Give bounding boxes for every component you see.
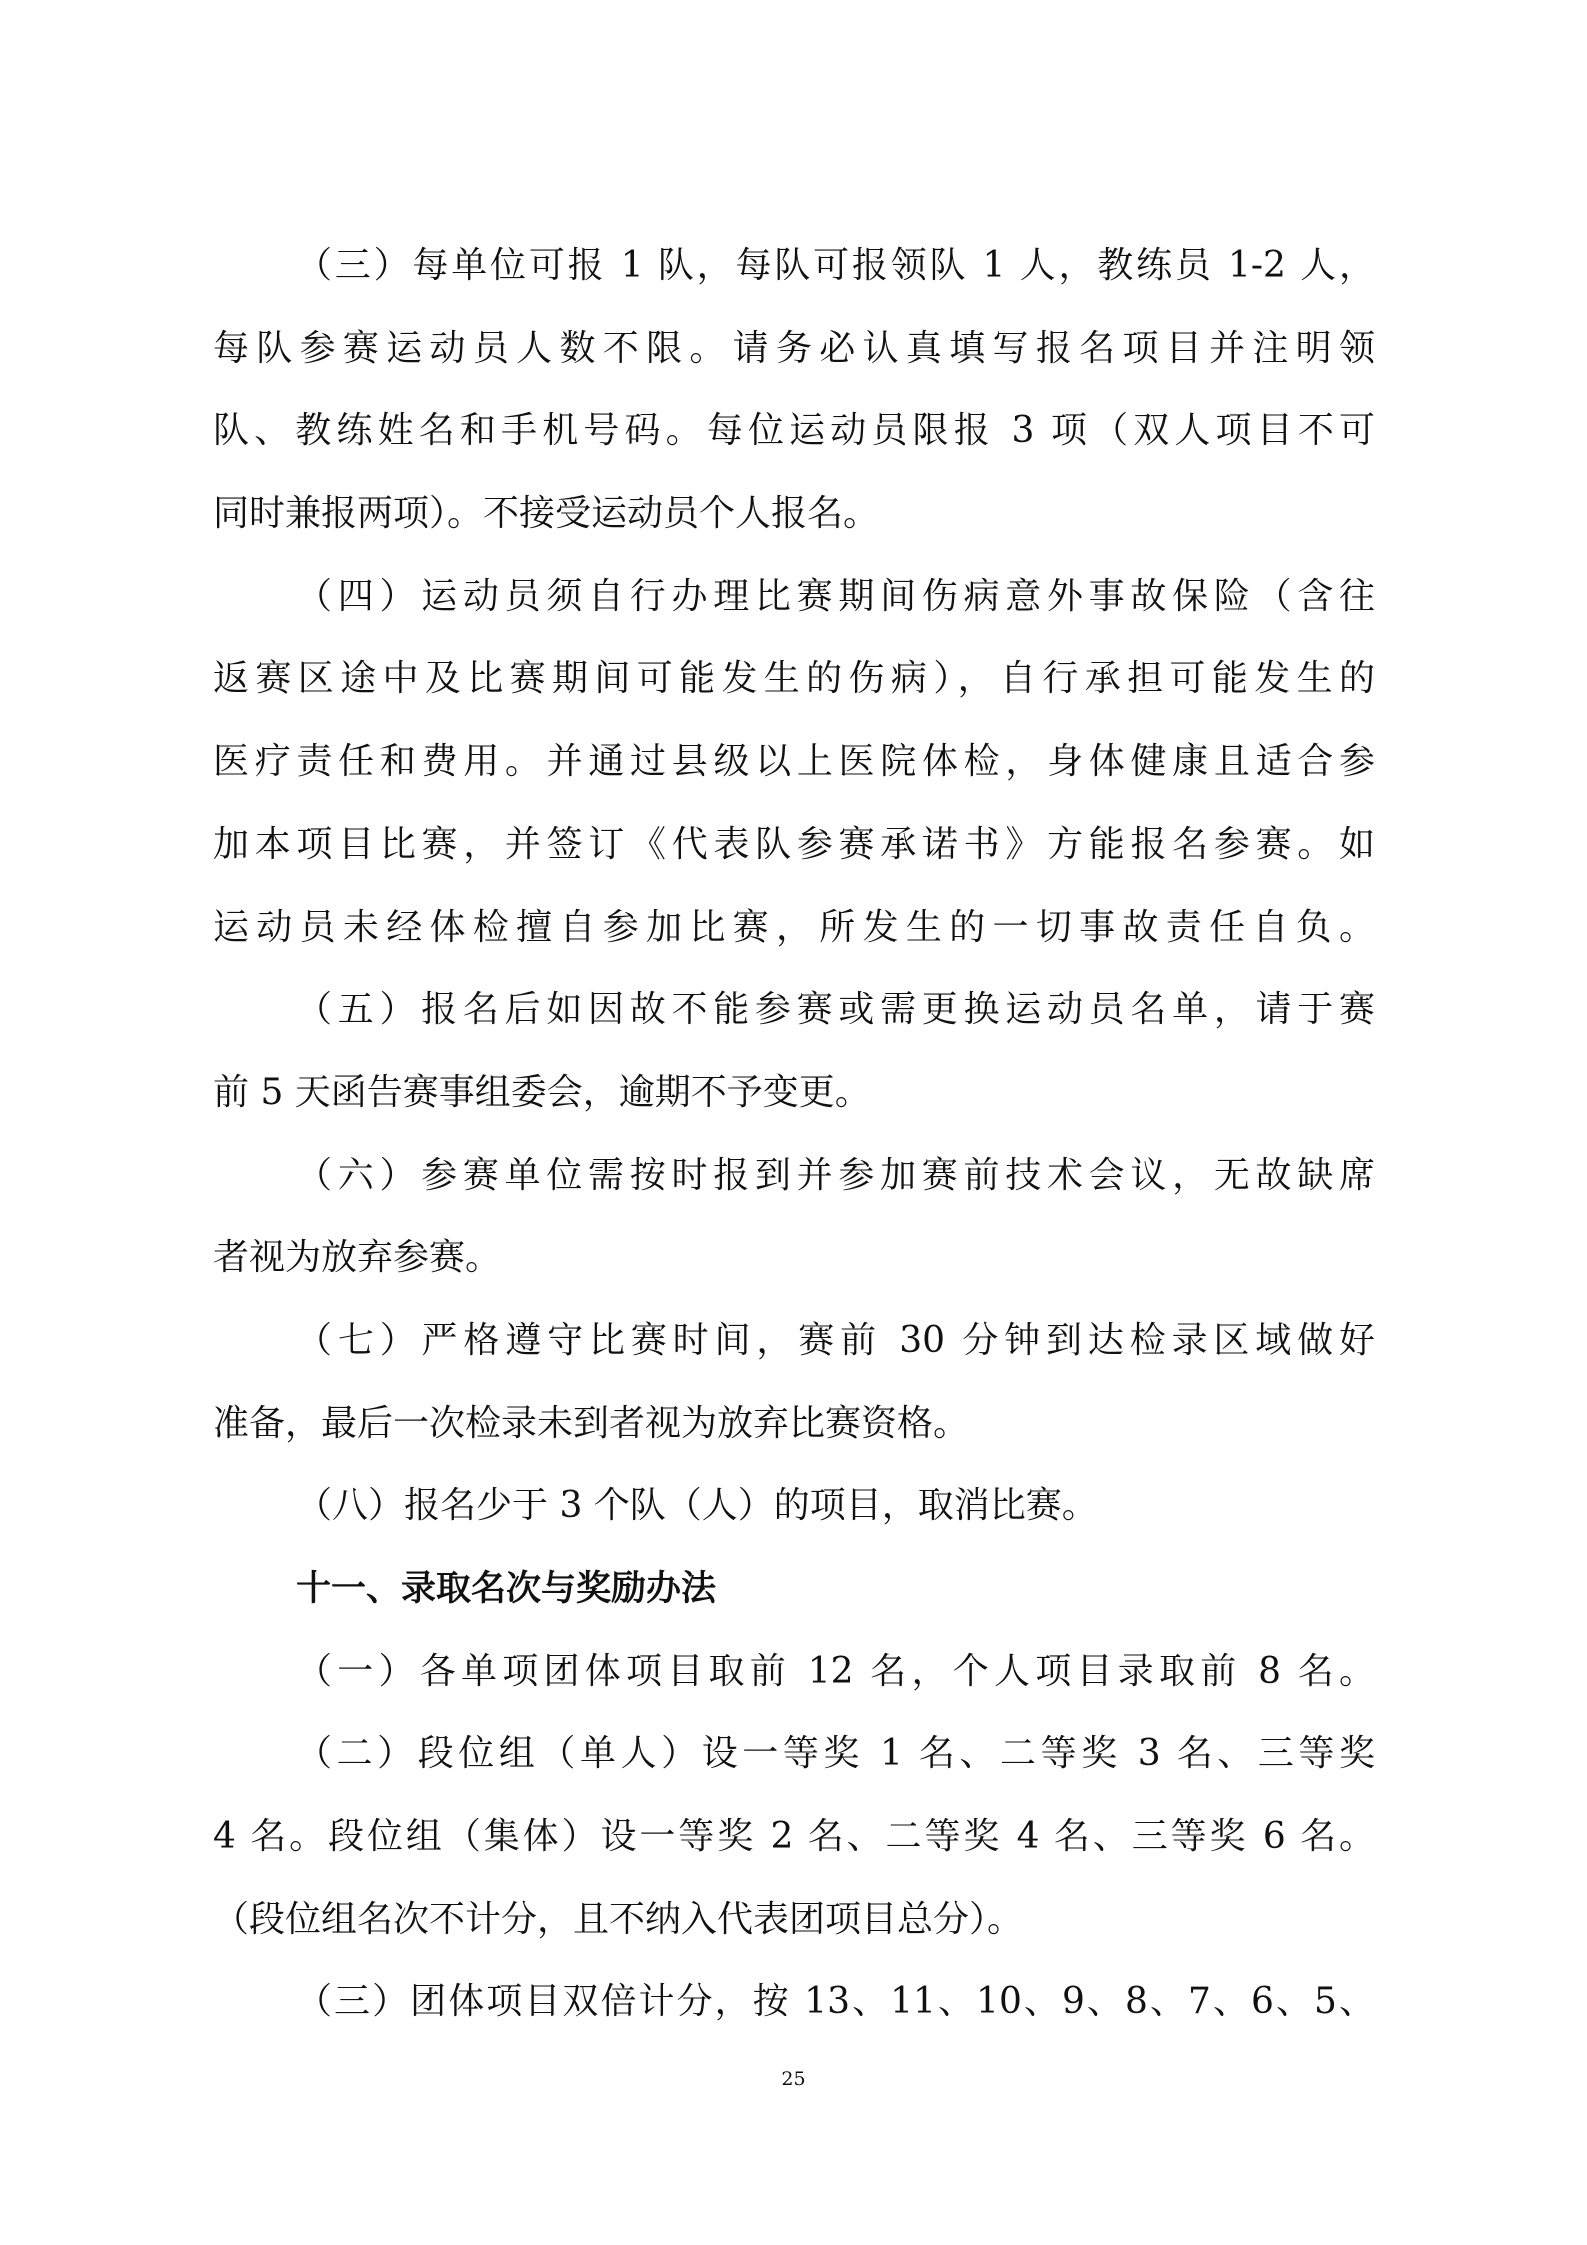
section-heading: 十一、录取名次与奖励办法 — [296, 1569, 717, 1609]
text-line: 同时兼报两项）。不接受运动员个人报名。 — [213, 493, 880, 535]
text-line: （七）严格遵守比赛时间，赛前 30 分钟到达检录区域做好 — [296, 1319, 1375, 1361]
text-line: 者视为放弃参赛。 — [213, 1237, 502, 1279]
text-line: （段位组名次不计分，且不纳入代表团项目总分）。 — [213, 1898, 1024, 1940]
document-body — [213, 225, 1375, 2044]
text-line: 加本项目比赛，并签订《代表队参赛承诺书》方能报名参赛。如 — [213, 823, 1375, 865]
text-line: （八）报名少于 3 个队（人）的项目，取消比赛。 — [296, 1485, 1098, 1527]
text-line: 队、教练姓名和手机号码。每位运动员限报 3 项（双人项目不可 — [213, 410, 1375, 452]
text-line: 前 5 天函告赛事组委会，逾期不予变更。 — [213, 1071, 871, 1113]
text-line: 运动员未经体检擅自参加比赛，所发生的一切事故责任自负。 — [213, 906, 1375, 948]
text-line: 返赛区途中及比赛期间可能发生的伤病），自行承担可能发生的 — [213, 658, 1375, 700]
text-line: （五）报名后如因故不能参赛或需更换运动员名单，请于赛 — [296, 989, 1375, 1031]
text-line: （三）每单位可报 1 队，每队可报领队 1 人，教练员 1-2 人， — [296, 245, 1375, 286]
page-number: 25 — [781, 2068, 806, 2090]
text-line: 准备，最后一次检录未到者视为放弃比赛资格。 — [213, 1402, 970, 1444]
text-line: （一）各单项团体项目取前 12 名，个人项目录取前 8 名。 — [296, 1650, 1375, 1692]
text-line: （四）运动员须自行办理比赛期间伤病意外事故保险（含往 — [296, 575, 1375, 617]
text-line: （六）参赛单位需按时报到并参加赛前技术会议，无故缺席 — [296, 1154, 1375, 1196]
text-line: 医疗责任和费用。并通过县级以上医院体检，身体健康且适合参 — [213, 741, 1375, 783]
text-line: 4 名。段位组（集体）设一等奖 2 名、二等奖 4 名、三等奖 6 名。 — [213, 1816, 1375, 1858]
text-line: （二）段位组（单人）设一等奖 1 名、二等奖 3 名、三等奖 — [296, 1733, 1375, 1775]
text-line: 每队参赛运动员人数不限。请务必认真填写报名项目并注明领 — [213, 327, 1375, 369]
text-line: （三）团体项目双倍计分，按 13、11、10、9、8、7、6、5、 — [296, 1981, 1375, 2023]
